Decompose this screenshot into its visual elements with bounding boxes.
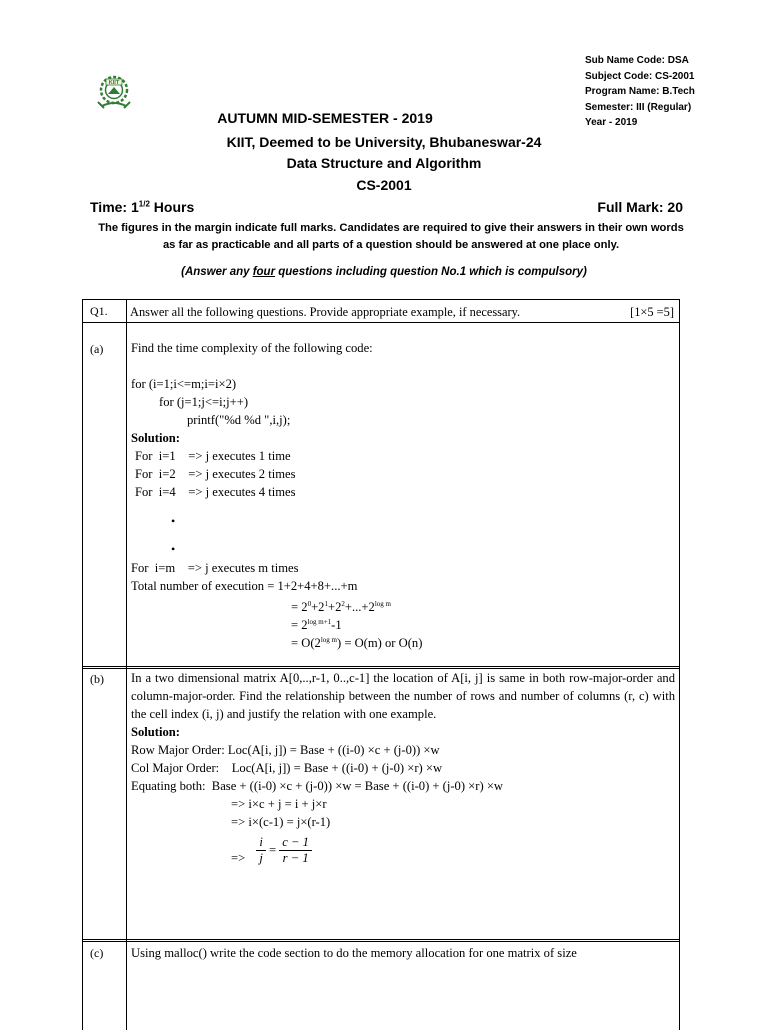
qa-body-continued bbox=[131, 559, 675, 649]
university-name: KIIT, Deemed to be University, Bhubaneswar-24 bbox=[226, 134, 542, 150]
q1-number: Q1. bbox=[90, 304, 108, 318]
solution-label: Solution: bbox=[131, 725, 180, 739]
qb-number: (b) bbox=[90, 672, 104, 686]
meta-subject-code: Subject Code: CS-2001 bbox=[585, 70, 695, 82]
qb-body bbox=[131, 669, 675, 867]
code-line: for (j=1;j<=i;j++) bbox=[159, 395, 249, 409]
fraction-line: => $\frac{i}{j}$ = $\frac{c - 1}{r - 1}$ bbox=[131, 833, 675, 867]
meta-program: Program Name: B.Tech bbox=[585, 86, 695, 97]
exam-title: AUTUMN MID-SEMESTER - 2019 bbox=[217, 110, 433, 126]
qa-body bbox=[131, 339, 675, 501]
total-line: Total number of execution = 1+2+4+8+...+m bbox=[131, 579, 358, 593]
meta-year: Year - 2019 bbox=[585, 117, 638, 128]
solution-line: Equating both: Base + ((i-0) ×c + (j-0)) ×w = Base + ((i-0) + (j-0) ×r) ×w bbox=[131, 779, 504, 793]
qa-prompt: Find the time complexity of the following code: bbox=[131, 341, 373, 355]
qb-prompt: In a two dimensional matrix A[0,..,r-1, 0..,c-1] the location of A[i, j] is same in both row-major-order and column-major-order. Find the relationship between the number of rows and number of columns (r, c) with the cell index (i, j) and justify the relation with one example. bbox=[131, 671, 675, 721]
course-code: CS-2001 bbox=[356, 177, 412, 193]
code-line: for (i=1;i<=m;i=i×2) bbox=[131, 377, 237, 391]
qc-prompt: Using malloc() write the code section to do the memory allocation for one matrix of size bbox=[131, 946, 577, 960]
solution-label: Solution: bbox=[131, 431, 180, 445]
full-mark: Full Mark: 20 bbox=[597, 199, 683, 215]
meta-semester: Semester: III (Regular) bbox=[585, 101, 692, 113]
fraction: $\frac{i}{j}$ bbox=[256, 835, 266, 866]
solution-line: For i=1 => j executes 1 time bbox=[135, 449, 291, 463]
solution-line: Col Major Order: Loc(A[i, j]) = Base + ((i-0) + (j-0) ×r) ×w bbox=[131, 761, 443, 775]
qc-number: (c) bbox=[90, 946, 104, 960]
subject-name: Data Structure and Algorithm bbox=[286, 155, 482, 171]
solution-line: => i×c + j = i + j×r bbox=[231, 797, 327, 811]
instructions: The figures in the margin indicate full marks. Candidates are required to give their answers in their own words as far as practicable and all parts of a question should be answered at one place only. bbox=[98, 222, 684, 251]
solution-line: For i=2 => j executes 2 times bbox=[135, 467, 296, 481]
svg-text:KIIT: KIIT bbox=[108, 80, 120, 87]
bullet: • bbox=[171, 514, 176, 528]
equation-line: = $O(2^{log m}) = O(m)$ or O(n) bbox=[291, 636, 423, 650]
solution-line: Row Major Order: Loc(A[i, j]) = Base + ((i-0) ×c + (j-0)) ×w bbox=[131, 743, 440, 757]
equation-line: = $2^{log m+1}-1$ bbox=[291, 618, 342, 632]
bullet: • bbox=[171, 542, 176, 556]
fraction: $\frac{c - 1}{r - 1}$ bbox=[279, 835, 312, 866]
meta-sub-name: Sub Name Code: DSA bbox=[585, 55, 689, 66]
time-marks-row bbox=[90, 199, 683, 215]
solution-line: => i×(c-1) = j×(r-1) bbox=[231, 815, 331, 829]
row-divider bbox=[83, 322, 679, 323]
solution-line: For i=4 => j executes 4 times bbox=[135, 485, 296, 499]
time-label: Time: $1^{1/2}$ Hours bbox=[90, 199, 195, 215]
answer-note: (Answer any four questions including question No.1 which is compulsory) bbox=[181, 266, 587, 278]
kiit-logo bbox=[92, 72, 136, 112]
equation-line: = $2^0+2^1+2^2+...+2^{log m}$ bbox=[291, 600, 391, 614]
solution-line: For i=m => j executes m times bbox=[131, 561, 299, 575]
q1-marks: [1×5 =5] bbox=[630, 305, 674, 319]
qa-number: (a) bbox=[90, 342, 104, 356]
table-column-divider bbox=[126, 300, 127, 1030]
q1-text: Answer all the following questions. Provide appropriate example, if necessary. [1×5 =5] bbox=[130, 305, 674, 319]
question-table bbox=[82, 299, 680, 1030]
row-divider bbox=[83, 939, 679, 942]
code-line: printf("%d %d ",i,j); bbox=[187, 413, 291, 427]
